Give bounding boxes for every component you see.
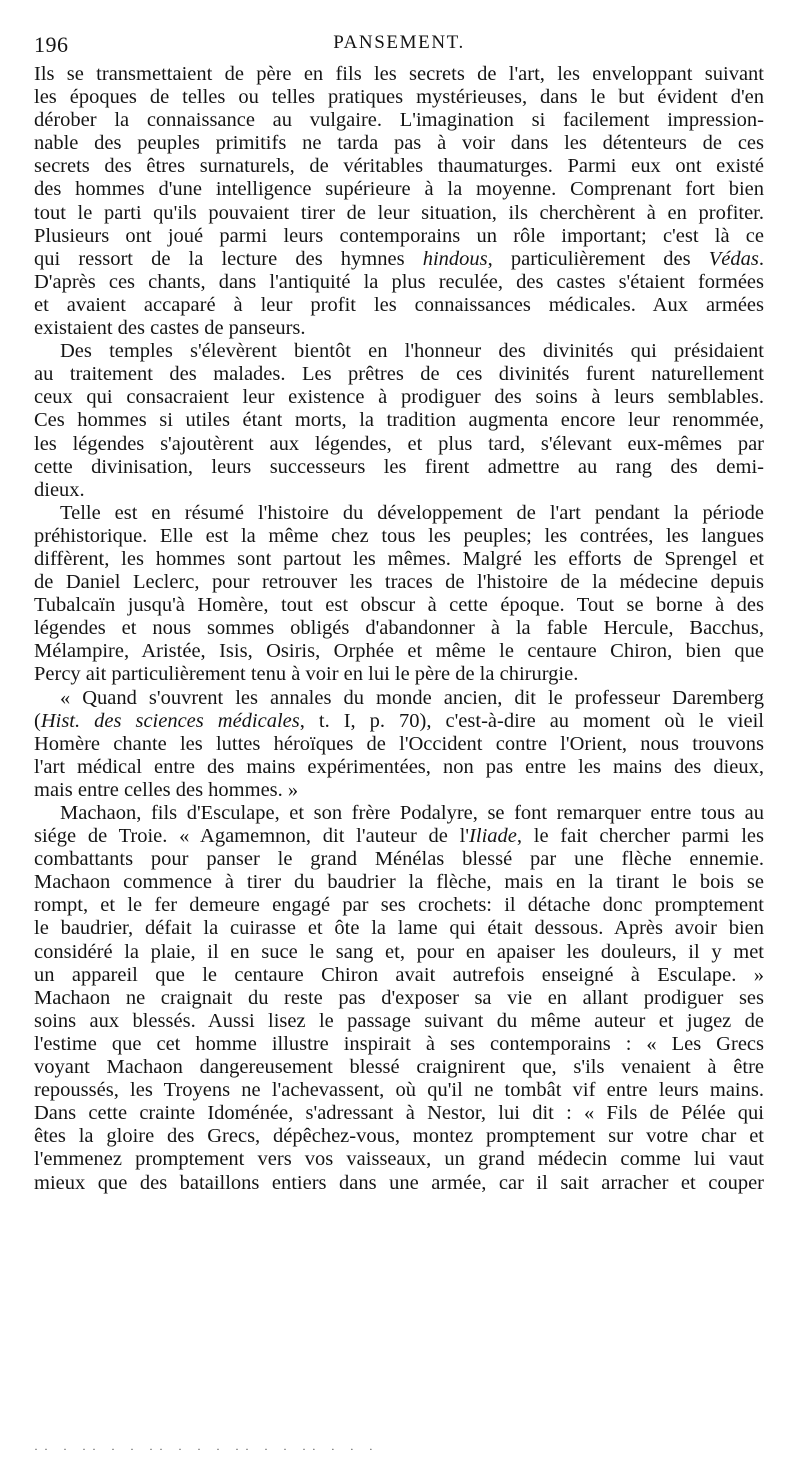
text-line: êtes la gloire des Grecs, dépêchez-vous, montez promptement sur votre char et — [34, 1125, 764, 1148]
italic-text: Hist. des sciences médicales — [40, 709, 300, 732]
text-line: les époques de telles ou telles pratiques mystérieuses, dans le but évident d'en — [34, 86, 764, 109]
line-segment: , particulièrement des — [487, 247, 709, 270]
line-segment: , le fait chercher parmi les — [516, 825, 764, 848]
text-line: et avaient accaparé à leur profit les connaissances médicales. Aux armées — [34, 293, 764, 316]
text-line: « Quand s'ouvrent les annales du monde ancien, dit le professeur Daremberg — [60, 686, 764, 709]
italic-text: Iliade — [469, 825, 517, 848]
text-line: au traitement des malades. Les prêtres de ces divinités furent naturellement — [34, 363, 764, 386]
line-segment: siége de Troie. « Agamemnon, dit l'auteur de l' — [34, 825, 470, 848]
text-line — [34, 710, 764, 733]
text-line: Homère chante les luttes héroïques de l'Occident contre l'Orient, nous trouvons — [34, 732, 764, 755]
text-line: l'estime que cet homme illustre inspirait à ses contemporains : « Les Grecs — [34, 1032, 764, 1055]
italic-text: Védas — [708, 247, 759, 270]
text-line: Machaon ne craignait du reste pas d'exposer sa vie en allant prodiguer ses — [34, 986, 764, 1009]
italic-text: hindous — [422, 247, 488, 270]
line-segment: qui ressort de la lecture des hymnes — [34, 247, 423, 270]
text-line: cette divinisation, leurs successeurs les firent admettre au rang des demi- — [34, 455, 764, 478]
text-line — [34, 248, 764, 271]
text-line: Percy ait particulièrement tenu à voir en lui le père de la chirurgie. — [34, 663, 579, 686]
line-segment: , t. I, p. 70), c'est-à-dire au moment où le vieil — [299, 709, 764, 732]
text-line: Machaon, fils d'Esculape, et son frère Podalyre, se font remarquer entre tous au — [60, 802, 764, 824]
text-line: considéré la plaie, il en suce le sang et, pour en apaiser les douleurs, il y met — [34, 940, 764, 963]
text-line: des hommes d'une intelligence supérieure à la moyenne. Comprenant fort bien — [34, 178, 764, 201]
text-line: Tubalcaïn jusqu'à Homère, tout est obscur à cette époque. Tout se borne à des — [34, 594, 764, 617]
text-line: le baudrier, défait la cuirasse et ôte la lame qui était dessous. Après avoir bien — [34, 917, 764, 940]
text-line: Telle est en résumé l'histoire du développement de l'art pendant la période — [60, 501, 764, 524]
text-line: D'après ces chants, dans l'antiquité la plus reculée, des castes s'étaient formées — [34, 270, 764, 293]
text-line: Mélampire, Aristée, Isis, Osiris, Orphée et même le centaure Chiron, bien que — [34, 640, 764, 663]
text-line: combattants pour panser le grand Ménélas blessé par une flèche ennemie. — [34, 848, 764, 871]
text-line: l'emmenez promptement vers vos vaisseaux, un grand médecin comme lui vaut — [34, 1148, 764, 1171]
page-number: 196 — [34, 32, 69, 57]
text-line: dérober la connaissance au vulgaire. L'imagination si facilement impression- — [34, 109, 764, 132]
text-line: un appareil que le centaure Chiron avait autrefois enseigné à Esculape. » — [34, 963, 764, 986]
text-line: Dans cette crainte Idoménée, s'adressant à Nestor, lui dit : « Fils de Pélée qui — [34, 1102, 764, 1125]
text-line: tout le parti qu'ils pouvaient tirer de leur situation, ils cherchèrent à en profiter. — [34, 201, 764, 224]
text-line: voyant Machaon dangereusement blessé craignirent que, s'ils venaient à être — [34, 1056, 764, 1079]
text-line: rompt, et le fer demeure engagé par ses crochets: il détache donc promptement — [34, 894, 764, 917]
text-line — [34, 825, 764, 848]
text-line: Plusieurs ont joué parmi leurs contemporains un rôle important; c'est là ce — [34, 224, 764, 247]
text-line: l'art médical entre des mains expérimentées, non pas entre les mains des dieux, — [34, 755, 764, 778]
line-segment: ( — [34, 709, 41, 732]
text-line: secrets des êtres surnaturels, de véritables thaumaturges. Parmi eux ont existé — [34, 155, 764, 178]
text-line: repoussés, les Troyens ne l'achevassent, où qu'il ne tombât vif entre leurs mains. — [34, 1079, 764, 1102]
body-text — [34, 63, 764, 1195]
line-segment: . — [758, 247, 764, 270]
text-line: mais entre celles des hommes. » — [34, 778, 299, 801]
text-line: dieux. — [34, 478, 85, 501]
text-line: les légendes s'ajoutèrent aux légendes, et plus tard, s'élevant eux-mêmes par — [34, 432, 764, 455]
text-line: préhistorique. Elle est la même chez tous les peuples; les contrées, les langues — [34, 524, 764, 547]
text-line: Machaon commence à tirer du baudrier la flèche, mais en la tirant le bois se — [34, 871, 764, 894]
running-head: PANSEMENT. — [333, 32, 465, 53]
text-line: diffèrent, les hommes sont partout les mêmes. Malgré les efforts de Sprengel et — [34, 547, 764, 570]
page-header — [34, 32, 764, 58]
text-line: Ces hommes si utiles étant morts, la tradition augmenta encore leur renommée, — [34, 409, 764, 432]
print-specks: ·· · ·· · · ·· · · · ·· · · ·· · · · — [34, 1442, 379, 1456]
text-line: ceux qui consacraient leur existence à prodiguer des soins à leurs semblables. — [34, 386, 764, 409]
text-line: Ils se transmettaient de père en fils les secrets de l'art, les enveloppant suivant — [34, 63, 764, 85]
text-line: nable des peuples primitifs ne tarda pas à voir dans les détenteurs de ces — [34, 132, 764, 155]
text-line: soins aux blessés. Aussi lisez le passage suivant du même auteur et jugez de — [34, 1009, 764, 1032]
text-line: Des temples s'élevèrent bientôt en l'honneur des divinités qui présidaient — [60, 340, 764, 363]
text-line: mieux que des bataillons entiers dans une armée, car il sait arracher et couper — [34, 1171, 764, 1194]
text-line: légendes et nous sommes obligés d'abandonner à la fable Hercule, Bacchus, — [34, 617, 764, 640]
text-line: existaient des castes de panseurs. — [34, 317, 306, 340]
text-line: de Daniel Leclerc, pour retrouver les traces de l'histoire de la médecine depuis — [34, 571, 764, 594]
